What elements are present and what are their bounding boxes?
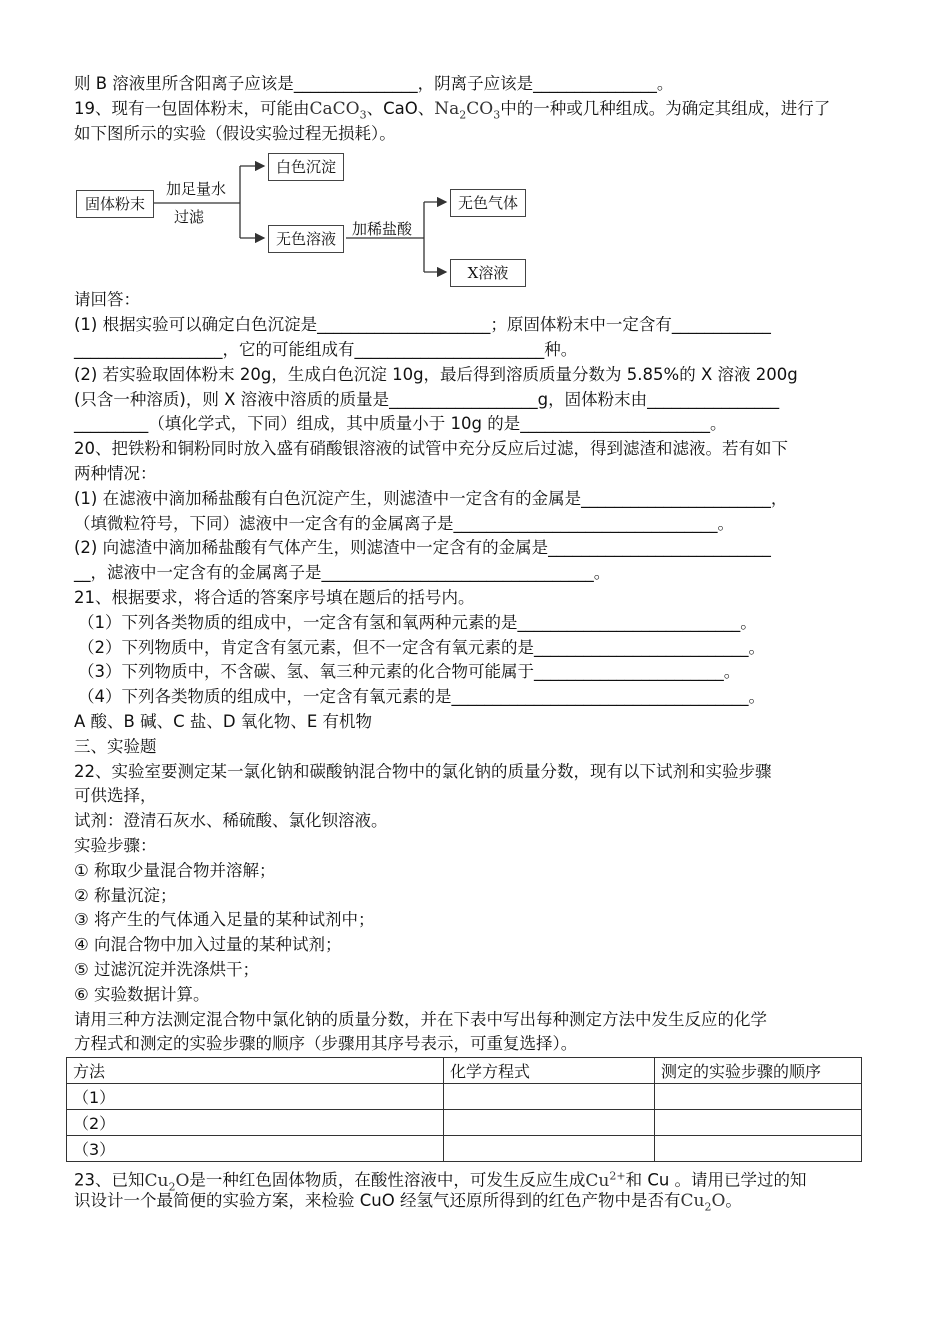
table-header-row (67, 1058, 862, 1084)
question-19-1: (1) 根据实验可以确定白色沉淀是_____________________；原固体粉末中一定含有____________ (74, 315, 771, 335)
table-row (67, 1136, 862, 1162)
label-add-water: 加足量水 (166, 180, 227, 199)
table-row (67, 1084, 862, 1110)
row-label: （3） (67, 1136, 444, 1162)
row-label: （2） (67, 1110, 444, 1136)
question-21-1: （1）下列各类物质的组成中，一定含有氢和氧两种元素的是___________________________。 (78, 612, 757, 632)
step-item: ② 称量沉淀； (74, 885, 177, 905)
box-white-precipitate: 白色沉淀 (268, 153, 344, 181)
step-item: ④ 向混合物中加入过量的某种试剂； (74, 935, 342, 955)
header-step-order: 测定的实验步骤的顺序 (655, 1058, 862, 1084)
steps-title: 实验步骤： (74, 835, 157, 855)
formula-na2co3: $Na_2CO_3$ (434, 98, 501, 122)
question-22-stem-2: 可供选择， (74, 786, 157, 806)
question-22-instruction-2: 方程式和测定的实验步骤的顺序（步骤用其序号表示，可重复选择）。 (74, 1034, 578, 1054)
question-20-1-cont: （填微粒符号，下同）滤液中一定含有的金属离子是________________________________。 (74, 513, 734, 533)
question-19-2: (2) 若实验取固体粉末 20g，生成白色沉淀 10g，最后得到溶质质量分数为 5.85%的 X 溶液 200g (74, 364, 798, 384)
question-21-2: （2）下列物质中，肯定含有氢元素，但不一定含有氧元素的是__________________________。 (78, 637, 765, 657)
box-solid-powder: 固体粉末 (76, 190, 154, 218)
table-row (67, 1110, 862, 1136)
label-filter: 过滤 (174, 208, 205, 227)
question-20-stem: 20、把铁粉和铜粉同时放入盛有硝酸银溶液的试管中充分反应后过滤，得到滤渣和滤液。若有如下 (74, 439, 788, 459)
question-19-2-cont: (只含一种溶质)，则 X 溶液中溶质的质量是__________________g，固体粉末由________________ (74, 389, 780, 409)
question-19-2-cont2: _________（填化学式，下同）组成，其中质量小于 10g 的是_______________________。 (74, 414, 727, 434)
question-20-2-cont: __，滤液中一定含有的金属离子是_________________________________。 (74, 563, 611, 583)
question-21-4: （4）下列各类物质的组成中，一定含有氧元素的是____________________________________。 (78, 687, 765, 707)
step-order-cell[interactable] (655, 1110, 862, 1136)
formula-cu2o: $Cu_2O$ (680, 1190, 726, 1214)
text: _______________。 (533, 74, 674, 93)
question-22-stem: 22、实验室要测定某一氯化钠和碳酸钠混合物中的氯化钠的质量分数，现有以下试剂和实验步骤 (74, 761, 772, 781)
label-add-hcl: 加稀盐酸 (352, 220, 413, 239)
question-19-stem-2: 如下图所示的实验（假设实验过程无损耗）。 (74, 123, 396, 143)
step-item: ⑥ 实验数据计算。 (74, 984, 210, 1004)
row-label: （1） (67, 1084, 444, 1110)
question-20-stem-2: 两种情况： (74, 463, 157, 483)
question-21-options: A 酸、B 碱、C 盐、D 氧化物、E 有机物 (74, 711, 372, 731)
document-page (74, 72, 880, 1214)
header-method: 方法 (67, 1058, 444, 1084)
header-equation: 化学方程式 (444, 1058, 655, 1084)
equation-cell[interactable] (444, 1136, 655, 1162)
formula-cu2o: $Cu_2O$ (144, 1170, 190, 1194)
methods-table (66, 1057, 862, 1162)
step-order-cell[interactable] (655, 1136, 862, 1162)
question-23-stem: 23、已知$Cu_2O$是一种红色固体物质，在酸性溶液中，可发生反应生成$Cu^{2+}$和 Cu 。请用已学过的知 (74, 1169, 807, 1194)
formula-caco3: CaCO$_3$ (309, 98, 367, 122)
question-22-instruction: 请用三种方法测定混合物中氯化钠的质量分数，并在下表中写出每种测定方法中发生反应的化学 (74, 1009, 767, 1029)
box-colorless-gas: 无色气体 (450, 189, 526, 217)
question-19-stem: 19、现有一包固体粉末，可能由CaCO$_3$、CaO、$Na_2CO_3$中的一种或几种组成。为确定其组成，进行了 (74, 98, 831, 122)
equation-cell[interactable] (444, 1084, 655, 1110)
step-item: ③ 将产生的气体通入足量的某种试剂中； (74, 910, 375, 930)
reagents-line: 试剂：澄清石灰水、稀硫酸、氯化钡溶液。 (74, 811, 388, 831)
step-order-cell[interactable] (655, 1084, 862, 1110)
question-19-1-cont: __________________，它的可能组成有_______________________种。 (74, 339, 578, 359)
question-20-1: (1) 在滤液中滴加稀盐酸有白色沉淀产生，则滤渣中一定含有的金属是_______________________， (74, 488, 788, 508)
section-3-heading: 三、实验题 (74, 736, 157, 756)
experiment-flowchart (74, 146, 880, 288)
step-item: ⑤ 过滤沉淀并洗涤烘干； (74, 959, 260, 979)
answer-prompt: 请回答： (74, 290, 140, 310)
question-23-stem-2: 识设计一个最简便的实验方案，来检验 CuO 经氢气还原所得到的红色产物中是否有$Cu_2O$。 (74, 1190, 742, 1214)
question-21-3: （3）下列物质中，不含碳、氢、氧三种元素的化合物可能属于_______________________。 (78, 662, 741, 682)
question-20-2: (2) 向滤渣中滴加稀盐酸有气体产生，则滤渣中一定含有的金属是___________________________ (74, 538, 771, 558)
step-item: ① 称取少量混合物并溶解； (74, 860, 276, 880)
text: _______________，阴离子应该是 (293, 74, 534, 93)
line-b-solution (74, 72, 880, 97)
equation-cell[interactable] (444, 1110, 655, 1136)
text: 则 B 溶液里所含阳离子应该是 (74, 74, 294, 93)
question-21-stem: 21、根据要求，将合适的答案序号填在题后的括号内。 (74, 587, 475, 607)
formula-cu-ion: $Cu^{2+}$ (585, 1169, 626, 1191)
box-colorless-solution: 无色溶液 (268, 225, 344, 253)
box-x-solution: X溶液 (450, 259, 526, 287)
